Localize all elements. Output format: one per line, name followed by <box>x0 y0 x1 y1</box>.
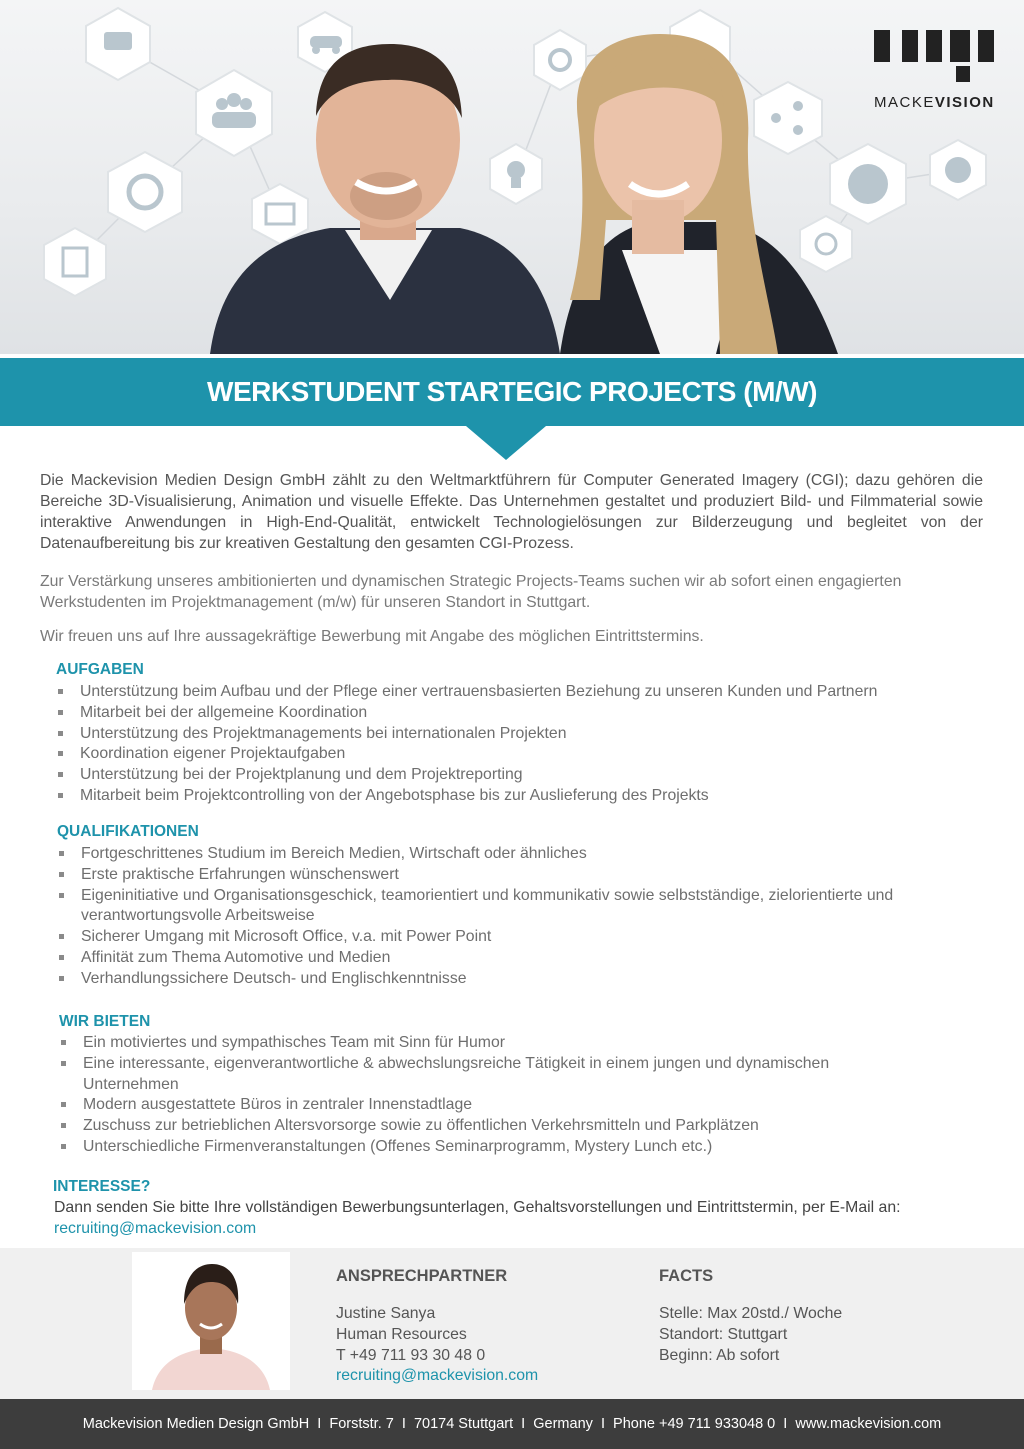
footer <box>0 1399 1024 1449</box>
list-item: Koordination eigener Projektaufgaben <box>56 744 976 765</box>
contact-email-link[interactable]: recruiting@mackevision.com <box>336 1367 539 1385</box>
settings-icon <box>534 30 586 90</box>
contact-details <box>336 1304 538 1387</box>
monitor-icon <box>252 184 308 244</box>
logo-wordmark: MACKEVISION <box>874 94 995 111</box>
list-item: Eine interessante, eigenverantwortliche & abwechslungsreiche Tätigkeit in einem jungen und dynamischen Unternehmen <box>59 1054 899 1096</box>
interest-body: Dann senden Sie bitte Ihre vollständigen Bewerbungsunterlagen, Gehaltsvorstellungen und Eintrittstermin, per E-Mail an: <box>54 1199 901 1216</box>
list-item: Unterstützung beim Aufbau und der Pflege einer vertrauensbasierten Beziehung zu unseren Kunden und Partnern <box>56 682 976 703</box>
mackevision-logo <box>874 30 996 114</box>
list-item: Fortgeschrittenes Studium im Bereich Medien, Wirtschaft oder ähnliches <box>57 844 937 865</box>
list-item: Verhandlungssichere Deutsch- und Englischkenntnisse <box>57 969 937 990</box>
list-item: Unterstützung bei der Projektplanung und dem Projektreporting <box>56 765 976 786</box>
hero-illustration <box>0 0 1024 354</box>
refresh-icon <box>800 216 852 272</box>
facts-standort: Standort: Stuttgart <box>659 1325 788 1343</box>
list-item: Mitarbeit beim Projektcontrolling von der Angebotsphase bis zur Auslieferung des Projekts <box>56 786 976 807</box>
aufgaben-heading: AUFGABEN <box>56 661 144 678</box>
list-item: Ein motiviertes und sympathisches Team mit Sinn für Humor <box>59 1033 899 1054</box>
lead-paragraph: Zur Verstärkung unseres ambitionierten und dynamischen Strategic Projects-Teams suchen wir ab sofort einen engagierten Werkstudenten im Projektmanagement (m/w) für unseren Standort in Stuttgart. <box>40 573 902 611</box>
facts-details <box>659 1304 842 1366</box>
wir-bieten-heading: WIR BIETEN <box>59 1013 151 1030</box>
contact-department: Human Resources <box>336 1325 467 1343</box>
closing-paragraph: Wir freuen uns auf Ihre aussagekräftige Bewerbung mit Angabe des möglichen Eintrittstermins. <box>40 628 704 645</box>
logo-mark-icon <box>874 30 994 82</box>
notepad-icon <box>44 228 106 296</box>
interest-heading: INTERESSE? <box>53 1178 151 1195</box>
facts-stelle: Stelle: Max 20std./ Woche <box>659 1305 843 1322</box>
list-item: Unterschiedliche Firmenveranstaltungen (Offenes Seminarprogramm, Mystery Lunch etc.) <box>59 1137 899 1158</box>
qualifikationen-list <box>57 844 937 990</box>
list-item: Unterstützung des Projektmanagements bei internationalen Projekten <box>56 724 976 745</box>
list-item: Affinität zum Thema Automotive und Medien <box>57 948 937 969</box>
hero-image <box>0 0 1024 354</box>
contact-photo <box>132 1252 290 1390</box>
contact-name: Justine Sanya <box>336 1305 436 1322</box>
qualifikationen-heading: QUALIFIKATIONEN <box>57 823 199 840</box>
list-item: Mitarbeit bei der allgemeine Koordination <box>56 703 976 724</box>
facts-heading: FACTS <box>659 1267 714 1285</box>
interest-text <box>54 1197 954 1239</box>
aufgaben-list <box>56 682 976 807</box>
contact-heading: ANSPRECHPARTNER <box>336 1267 508 1285</box>
wir-bieten-list <box>59 1033 899 1158</box>
page-title: WERKSTUDENT STARTEGIC PROJECTS (M/W) <box>207 376 817 407</box>
contact-phone: T +49 711 93 30 48 0 <box>336 1346 486 1364</box>
intro-paragraph: Die Mackevision Medien Design GmbH zählt zu den Weltmarktführern für Computer Generated Imagery (CGI); dazu gehören die Bereiche 3D-Visualisierung, Animation und visuelle Effekte. Das Unternehmen gestaltet und produziert Bild- und Filmmaterial sowie interaktive Anwendungen in High-End-Qualität, entwickelt Technologielösungen zur Bilderzeugung und begleitet von der Datenaufbereitung bis zur kreativen Gestaltung den gesamten CGI-Prozess. <box>40 472 983 552</box>
woman-figure <box>560 34 838 354</box>
banner-arrow <box>466 426 546 460</box>
avatar <box>132 1252 290 1390</box>
list-item: Eigeninitiative und Organisationsgeschick, teamorientiert und kommunikativ sowie selbstständige, zielorientierte und verantwortungsvolle Arbeitsweise <box>57 886 937 928</box>
list-item: Modern ausgestattete Büros in zentraler Innenstadtlage <box>59 1095 899 1116</box>
share-icon <box>754 82 822 154</box>
steering-wheel-icon <box>108 152 182 232</box>
interest-email-link[interactable]: recruiting@mackevision.com <box>54 1220 257 1237</box>
footer-text: Mackevision Medien Design GmbH I Forststr. 7 I 70174 Stuttgart I Germany I Phone +49 711 933048 0 I www.mackevision.com <box>82 1416 942 1432</box>
facts-beginn: Beginn: Ab sofort <box>659 1346 780 1364</box>
list-item: Sicherer Umgang mit Microsoft Office, v.a. mit Power Point <box>57 927 937 948</box>
list-item: Zuschuss zur betrieblichen Altersvorsorge sowie zu öffentlichen Verkehrsmitteln und Parkplätzen <box>59 1116 899 1137</box>
list-item: Erste praktische Erfahrungen wünschenswert <box>57 865 937 886</box>
